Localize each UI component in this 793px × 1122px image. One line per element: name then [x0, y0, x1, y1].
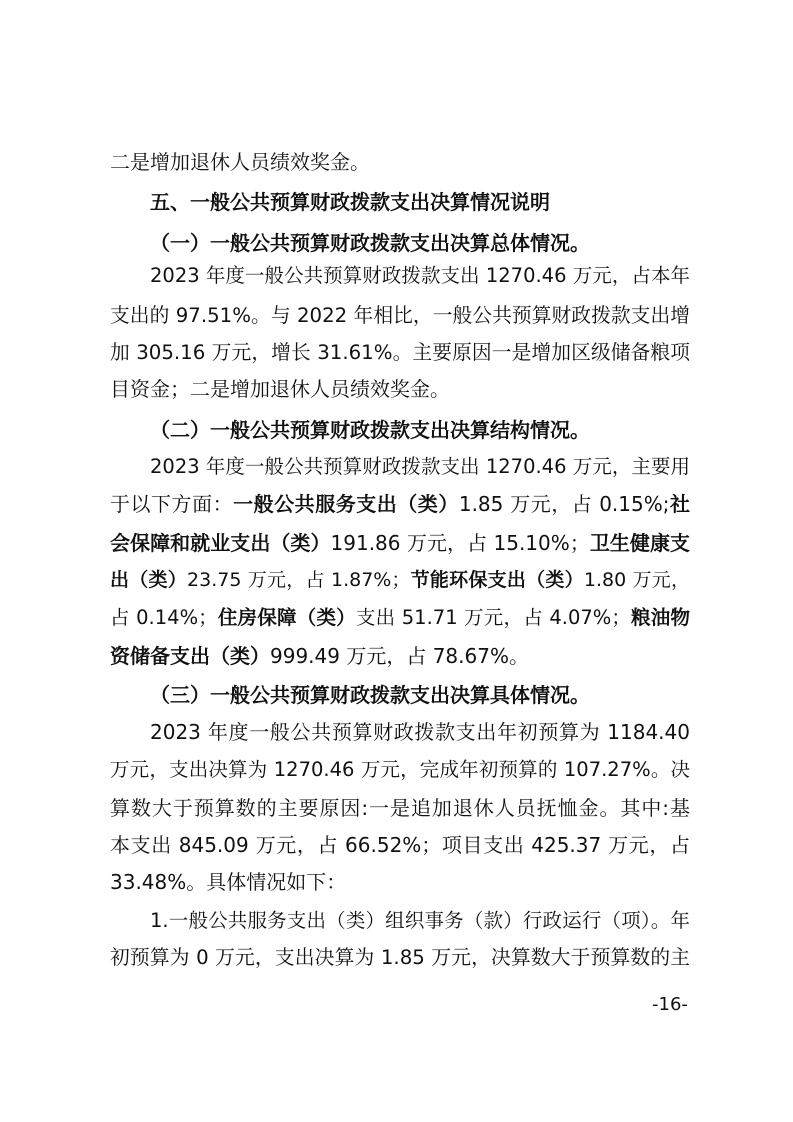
- body-text-line: 2023 年度一般公共预算财政拨款支出 1270.46 万元，占本年: [150, 264, 690, 287]
- text-run: 191.86 万元，占 15.10%；: [330, 531, 590, 555]
- text-run: 1.80 万元，: [583, 569, 690, 591]
- category-label: 会保障和就业支出（类）: [110, 531, 331, 555]
- section-heading: 五、一般公共预算财政拨款支出决算情况说明: [150, 190, 550, 214]
- category-label: 资储备支出（类）: [110, 644, 270, 668]
- text-run: 1.85 万元，占 0.15%;: [458, 492, 670, 516]
- body-text-line: 初预算为 0 万元，支出决算为 1.85 万元，决算数大于预算数的主: [110, 946, 690, 969]
- category-label: 住房保障（类）: [217, 606, 356, 629]
- body-text-line: 算数大于预算数的主要原因:一是追加退休人员抚恤金。其中:基: [110, 796, 690, 820]
- subsection-heading: （二）一般公共预算财政拨款支出决算结构情况。: [150, 418, 590, 442]
- text-run: 999.49 万元，占 78.67%。: [270, 644, 529, 668]
- body-text-line: [110, 644, 690, 668]
- body-text-line: [110, 492, 690, 516]
- category-label: 卫生健康支: [589, 531, 690, 555]
- body-text-line: 支出的 97.51%。与 2022 年相比，一般公共预算财政拨款支出增: [110, 304, 690, 327]
- text-run: 占 0.14%；: [110, 606, 218, 629]
- category-label: 出（类）: [110, 569, 188, 591]
- subsection-heading: （一）一般公共预算财政拨款支出决算总体情况。: [150, 231, 590, 255]
- text-run: 于以下方面：: [110, 492, 234, 516]
- body-text-line: [110, 531, 690, 555]
- body-text-line: 本支出 845.09 万元，占 66.52%；项目支出 425.37 万元，占: [110, 833, 690, 857]
- category-label: 节能环保支出（类）: [410, 569, 584, 591]
- body-text-line: 2023 年度一般公共预算财政拨款支出年初预算为 1184.40: [150, 720, 690, 744]
- body-text-line: 2023 年度一般公共预算财政拨款支出 1270.46 万元，主要用: [150, 455, 690, 478]
- category-label: 社: [669, 492, 691, 516]
- category-label: 一般公共服务支出（类）: [233, 492, 459, 516]
- body-text-line: 1.一般公共服务支出（类）组织事务（款）行政运行（项）。年: [150, 909, 690, 932]
- text-run: 支出 51.71 万元，占 4.07%；: [355, 606, 631, 629]
- category-label: 粮油物: [630, 606, 690, 629]
- subsection-heading: （三）一般公共预算财政拨款支出决算具体情况。: [150, 683, 590, 707]
- body-text-line: 加 305.16 万元，增长 31.61%。主要原因一是增加区级储备粮项: [110, 341, 690, 364]
- body-text-line: [110, 606, 690, 630]
- body-text-line: 万元，支出决算为 1270.46 万元，完成年初预算的 107.27%。决: [110, 758, 690, 781]
- text-run: 23.75 万元，占 1.87%；: [187, 569, 411, 591]
- body-text-line: 目资金；二是增加退休人员绩效奖金。: [110, 377, 450, 401]
- body-text-line: [110, 568, 690, 592]
- page-number: -16-: [652, 994, 688, 1015]
- body-text-line: 33.48%。具体情况如下：: [110, 870, 347, 894]
- body-text-line: 二是增加退休人员绩效奖金。: [110, 150, 370, 174]
